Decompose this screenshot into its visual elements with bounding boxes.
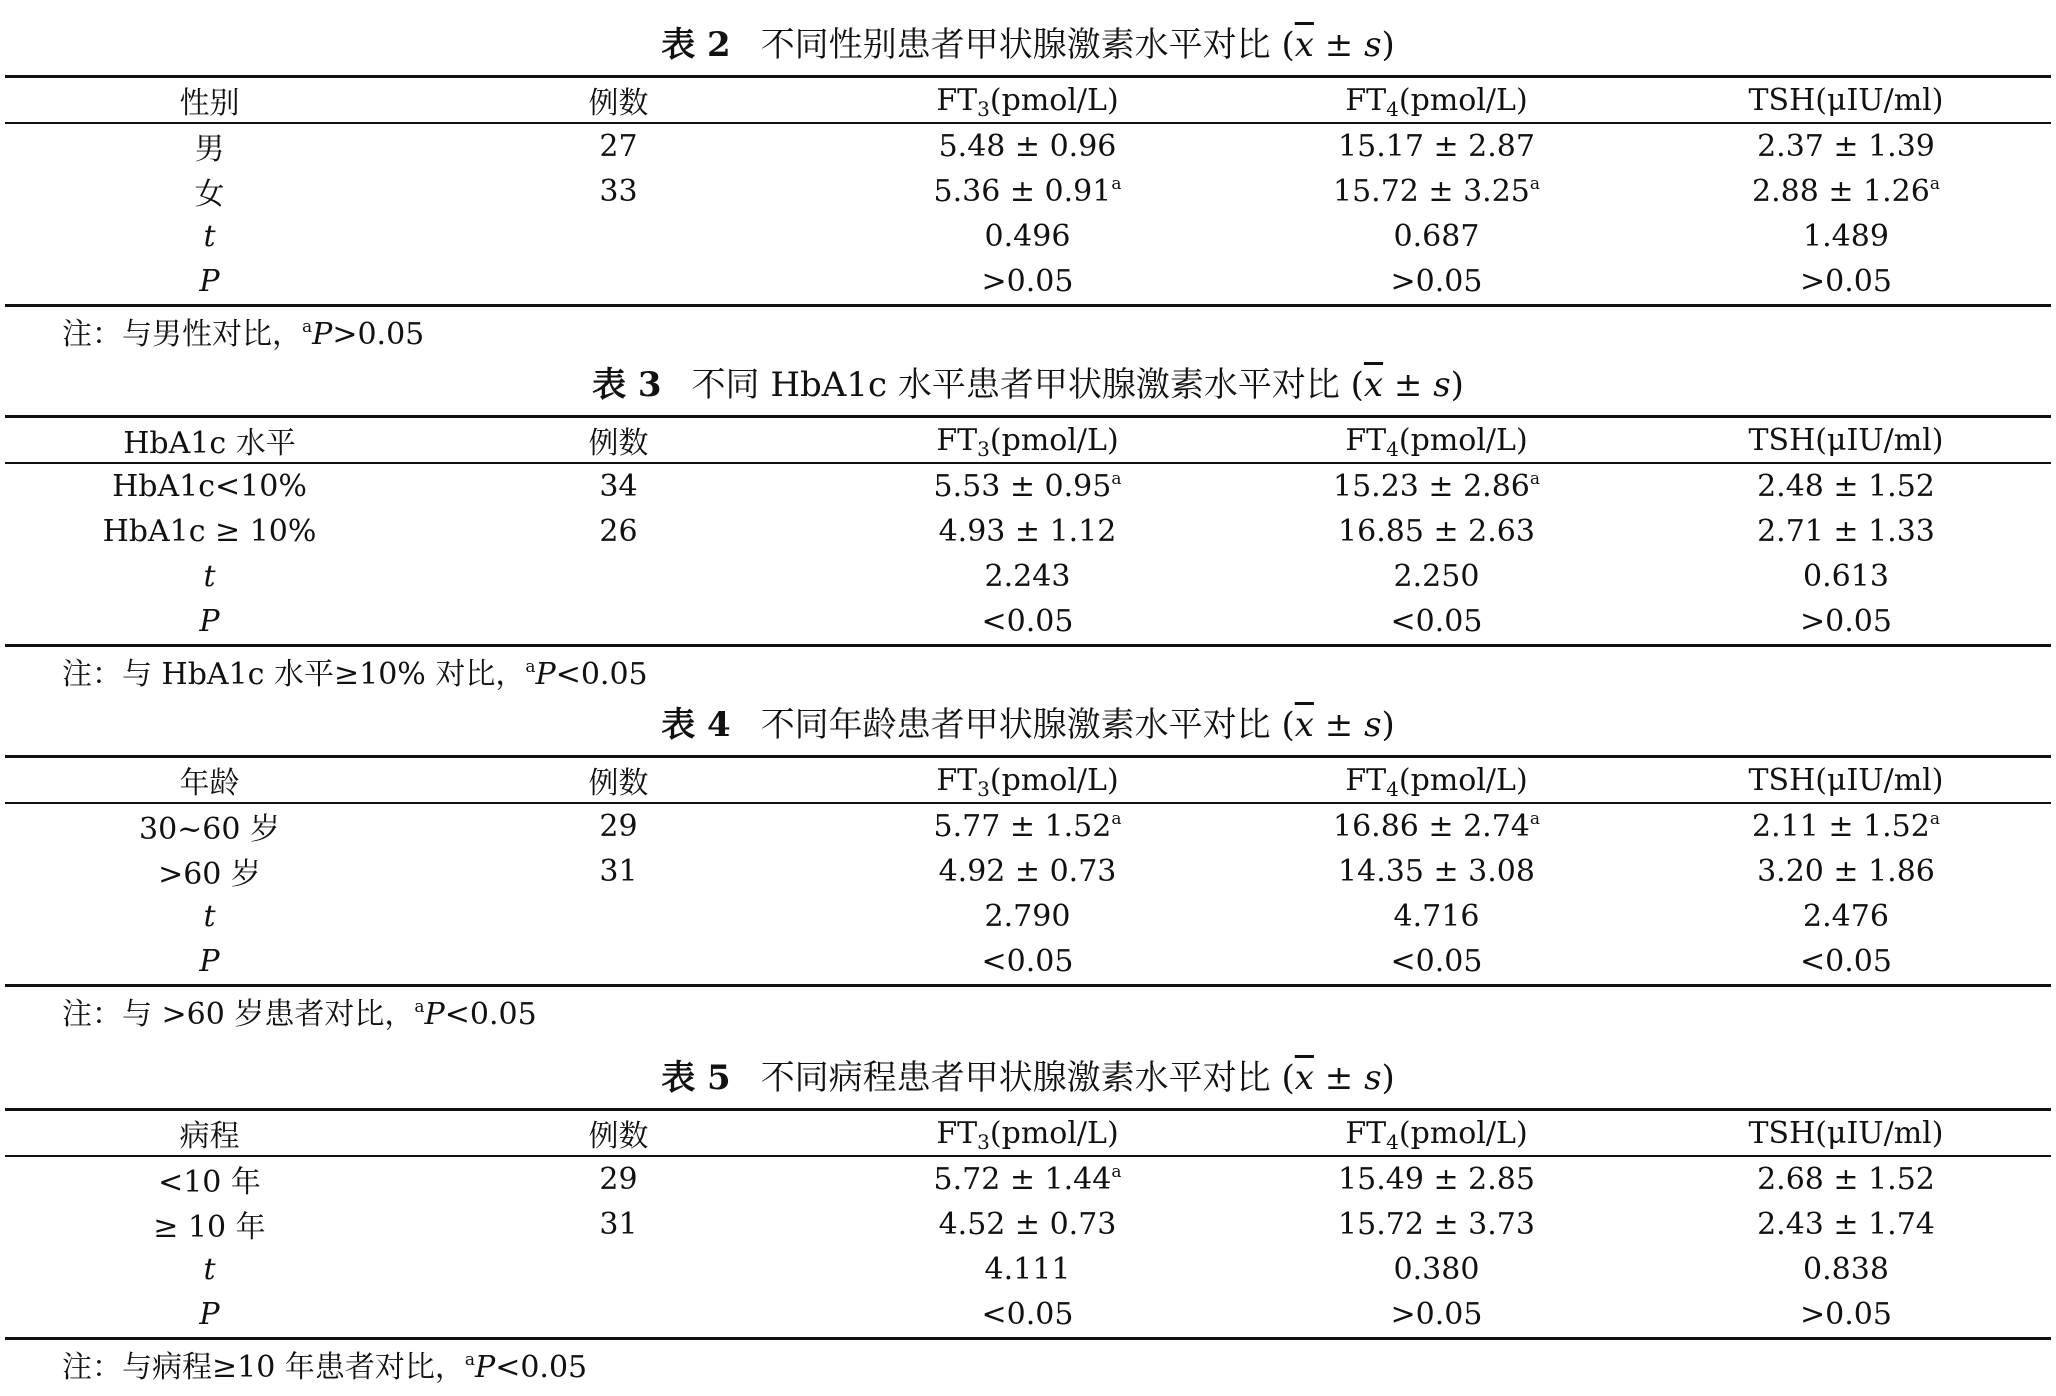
header-ft4: $FT_4(pmol/L)$ bbox=[1232, 417, 1641, 464]
table-note: 注：与男性对比，$^a$P>0.05 bbox=[62, 316, 425, 352]
table-row bbox=[5, 463, 2051, 509]
table-number: 表 5 bbox=[661, 1058, 731, 1098]
t-ft4: 0.687 bbox=[1393, 219, 1480, 255]
table-row bbox=[5, 123, 2051, 169]
p-ft4: >0.05 bbox=[1232, 1293, 1641, 1339]
sd-symbol: s bbox=[1364, 705, 1382, 745]
mean-symbol: $\overline{x}$ bbox=[1294, 1058, 1314, 1098]
cell-tsh: 3.20 ± 1.86 bbox=[1757, 853, 1935, 889]
cell-ft4: 15.49 ± 2.85 bbox=[1338, 1161, 1535, 1197]
p-tsh: >0.05 bbox=[1641, 1293, 2051, 1339]
data-table bbox=[5, 755, 2051, 987]
header-n: 例数 bbox=[414, 417, 823, 464]
cell-ft4: 15.72 ± 3.73 bbox=[1338, 1206, 1535, 1242]
cell-tsh: 2.37 ± 1.39 bbox=[1757, 128, 1935, 164]
cell-ft3: 5.77 ± 1.52$^a$ bbox=[933, 808, 1122, 844]
t-ft3: 2.790 bbox=[984, 899, 1071, 935]
header-tsh: TSH(μIU/ml) bbox=[1641, 1110, 2051, 1157]
table-number: 表 4 bbox=[661, 705, 731, 745]
cell-group: 男 bbox=[194, 132, 225, 168]
table-note: 注：与病程≥10 年患者对比，$^a$P<0.05 bbox=[62, 1349, 588, 1385]
cell-group: >60 岁 bbox=[158, 857, 261, 893]
header-tsh: TSH(μIU/ml) bbox=[1641, 77, 2051, 124]
header-ft3: $FT_3(pmol/L)$ bbox=[823, 77, 1232, 124]
table-row bbox=[5, 1156, 2051, 1202]
cell-ft4: 15.17 ± 2.87 bbox=[1338, 128, 1535, 164]
header-group: 病程 bbox=[5, 1110, 414, 1157]
p-tsh: >0.05 bbox=[1641, 260, 2051, 306]
mean-symbol: $\overline{x}$ bbox=[1363, 365, 1384, 405]
cell-group: HbA1c<10% bbox=[112, 468, 307, 504]
p-tsh: >0.05 bbox=[1641, 600, 2051, 646]
table-row bbox=[5, 169, 2051, 215]
cell-n: 29 bbox=[599, 808, 638, 844]
t-label: t bbox=[203, 899, 216, 935]
data-table bbox=[5, 75, 2051, 307]
p-ft3: <0.05 bbox=[823, 940, 1232, 986]
table-caption: 表 4 不同年龄患者甲状腺激素水平对比 $(\overline{x} \pm s)$ bbox=[661, 705, 1395, 745]
header-row bbox=[5, 77, 2051, 124]
cell-n: 29 bbox=[599, 1161, 638, 1197]
cell-n: 33 bbox=[599, 173, 638, 209]
header-ft3: $FT_3(pmol/L)$ bbox=[823, 417, 1232, 464]
cell-ft3: 5.48 ± 0.96 bbox=[938, 128, 1117, 164]
header-ft3: $FT_3(pmol/L)$ bbox=[823, 1110, 1232, 1157]
p-label: P bbox=[5, 260, 414, 306]
p-row bbox=[5, 600, 2051, 646]
header-group: HbA1c 水平 bbox=[5, 417, 414, 464]
table-row bbox=[5, 509, 2051, 555]
t-label: t bbox=[203, 559, 216, 595]
cell-ft3: 5.36 ± 0.91$^a$ bbox=[933, 173, 1122, 209]
cell-empty bbox=[414, 1247, 823, 1293]
table-caption: 表 3 不同 HbA1c 水平患者甲状腺激素水平对比 $(\overline{x} \pm s)$ bbox=[592, 365, 1464, 405]
cell-tsh: 2.71 ± 1.33 bbox=[1757, 513, 1935, 549]
cell-group: HbA1c ≥ 10% bbox=[102, 513, 317, 549]
table-block-5 bbox=[0, 1048, 2056, 1396]
cell-ft4: 15.23 ± 2.86$^a$ bbox=[1332, 468, 1541, 504]
p-ft3: <0.05 bbox=[823, 600, 1232, 646]
header-group: 性别 bbox=[5, 77, 414, 124]
header-ft4: $FT_4(pmol/L)$ bbox=[1232, 1110, 1641, 1157]
data-table bbox=[5, 1108, 2051, 1340]
t-ft4: 2.250 bbox=[1393, 559, 1480, 595]
table-caption: 表 2 不同性别患者甲状腺激素水平对比 $(\overline{x} \pm s)$ bbox=[661, 25, 1395, 65]
t-ft3: 2.243 bbox=[984, 559, 1071, 595]
cell-ft4: 16.86 ± 2.74$^a$ bbox=[1332, 808, 1541, 844]
table-number: 表 3 bbox=[592, 365, 662, 405]
header-tsh: TSH(μIU/ml) bbox=[1641, 417, 2051, 464]
cell-empty bbox=[414, 894, 823, 940]
p-ft4: >0.05 bbox=[1232, 260, 1641, 306]
p-tsh: <0.05 bbox=[1641, 940, 2051, 986]
cell-empty bbox=[414, 600, 823, 646]
cell-empty bbox=[414, 940, 823, 986]
cell-empty bbox=[414, 260, 823, 306]
t-ft3: 4.111 bbox=[984, 1252, 1071, 1288]
mean-symbol: $\overline{x}$ bbox=[1294, 25, 1314, 65]
cell-tsh: 2.68 ± 1.52 bbox=[1757, 1161, 1935, 1197]
header-n: 例数 bbox=[414, 757, 823, 804]
p-label: P bbox=[5, 940, 414, 986]
table-note: 注：与 HbA1c 水平≥10% 对比，$^a$P<0.05 bbox=[62, 656, 648, 692]
sd-symbol: s bbox=[1433, 365, 1451, 405]
t-ft4: 4.716 bbox=[1393, 899, 1480, 935]
cell-ft4: 16.85 ± 2.63 bbox=[1338, 513, 1535, 549]
table-title: 不同性别患者甲状腺激素水平对比 bbox=[760, 25, 1271, 65]
table-title: 不同年龄患者甲状腺激素水平对比 bbox=[760, 705, 1271, 745]
p-row bbox=[5, 940, 2051, 986]
cell-empty bbox=[414, 1293, 823, 1339]
cell-n: 31 bbox=[599, 853, 638, 889]
t-tsh: 0.613 bbox=[1803, 559, 1889, 595]
table-title: 不同病程患者甲状腺激素水平对比 bbox=[760, 1058, 1271, 1098]
cell-ft4: 15.72 ± 3.25$^a$ bbox=[1332, 173, 1541, 209]
p-ft3: >0.05 bbox=[823, 260, 1232, 306]
header-ft4: $FT_4(pmol/L)$ bbox=[1232, 757, 1641, 804]
p-ft3: <0.05 bbox=[823, 1293, 1232, 1339]
cell-ft3: 4.92 ± 0.73 bbox=[938, 853, 1117, 889]
t-label: t bbox=[203, 1252, 216, 1288]
t-row bbox=[5, 894, 2051, 940]
table-block-2 bbox=[0, 15, 2056, 363]
cell-ft3: 4.52 ± 0.73 bbox=[938, 1206, 1117, 1242]
header-row bbox=[5, 1110, 2051, 1157]
t-tsh: 2.476 bbox=[1803, 899, 1889, 935]
cell-n: 26 bbox=[599, 513, 638, 549]
p-row bbox=[5, 1293, 2051, 1339]
data-table bbox=[5, 415, 2051, 647]
header-n: 例数 bbox=[414, 1110, 823, 1157]
table-number: 表 2 bbox=[661, 25, 731, 65]
cell-tsh: 2.43 ± 1.74 bbox=[1757, 1206, 1935, 1242]
p-label: P bbox=[5, 1293, 414, 1339]
table-caption: 表 5 不同病程患者甲状腺激素水平对比 $(\overline{x} \pm s)$ bbox=[661, 1058, 1395, 1098]
mean-symbol: $\overline{x}$ bbox=[1294, 705, 1314, 745]
cell-group: 30~60 岁 bbox=[138, 812, 281, 848]
header-tsh: TSH(μIU/ml) bbox=[1641, 757, 2051, 804]
p-label: P bbox=[5, 600, 414, 646]
table-row bbox=[5, 803, 2051, 849]
cell-tsh: 2.48 ± 1.52 bbox=[1757, 468, 1935, 504]
table-row bbox=[5, 1202, 2051, 1248]
cell-group: ≥ 10 年 bbox=[153, 1210, 266, 1246]
header-ft4: $FT_4(pmol/L)$ bbox=[1232, 77, 1641, 124]
table-row bbox=[5, 849, 2051, 895]
p-ft4: <0.05 bbox=[1232, 940, 1641, 986]
header-row bbox=[5, 417, 2051, 464]
cell-n: 31 bbox=[599, 1206, 638, 1242]
t-tsh: 0.838 bbox=[1803, 1252, 1889, 1288]
t-label: t bbox=[203, 219, 216, 255]
t-row bbox=[5, 214, 2051, 260]
header-group: 年龄 bbox=[5, 757, 414, 804]
table-block-3 bbox=[0, 355, 2056, 703]
cell-tsh: 2.88 ± 1.26$^a$ bbox=[1752, 173, 1940, 209]
cell-group: 女 bbox=[194, 177, 225, 213]
t-ft3: 0.496 bbox=[984, 219, 1071, 255]
cell-n: 27 bbox=[599, 128, 638, 164]
table-title: 不同 HbA1c 水平患者甲状腺激素水平对比 bbox=[691, 365, 1340, 405]
cell-empty bbox=[414, 554, 823, 600]
cell-ft3: 4.93 ± 1.12 bbox=[938, 513, 1117, 549]
cell-tsh: 2.11 ± 1.52$^a$ bbox=[1752, 808, 1940, 844]
table-block-4 bbox=[0, 695, 2056, 1043]
header-n: 例数 bbox=[414, 77, 823, 124]
cell-n: 34 bbox=[599, 468, 638, 504]
sd-symbol: s bbox=[1364, 1058, 1382, 1098]
cell-ft3: 5.72 ± 1.44$^a$ bbox=[933, 1161, 1122, 1197]
cell-ft3: 5.53 ± 0.95$^a$ bbox=[933, 468, 1122, 504]
cell-group: <10 年 bbox=[158, 1165, 261, 1201]
t-tsh: 1.489 bbox=[1803, 219, 1889, 255]
t-row bbox=[5, 554, 2051, 600]
p-ft4: <0.05 bbox=[1232, 600, 1641, 646]
t-ft4: 0.380 bbox=[1393, 1252, 1480, 1288]
table-note: 注：与 >60 岁患者对比，$^a$P<0.05 bbox=[62, 996, 537, 1032]
p-row bbox=[5, 260, 2051, 306]
cell-ft4: 14.35 ± 3.08 bbox=[1338, 853, 1535, 889]
cell-empty bbox=[414, 214, 823, 260]
header-row bbox=[5, 757, 2051, 804]
t-row bbox=[5, 1247, 2051, 1293]
header-ft3: $FT_3(pmol/L)$ bbox=[823, 757, 1232, 804]
sd-symbol: s bbox=[1364, 25, 1382, 65]
